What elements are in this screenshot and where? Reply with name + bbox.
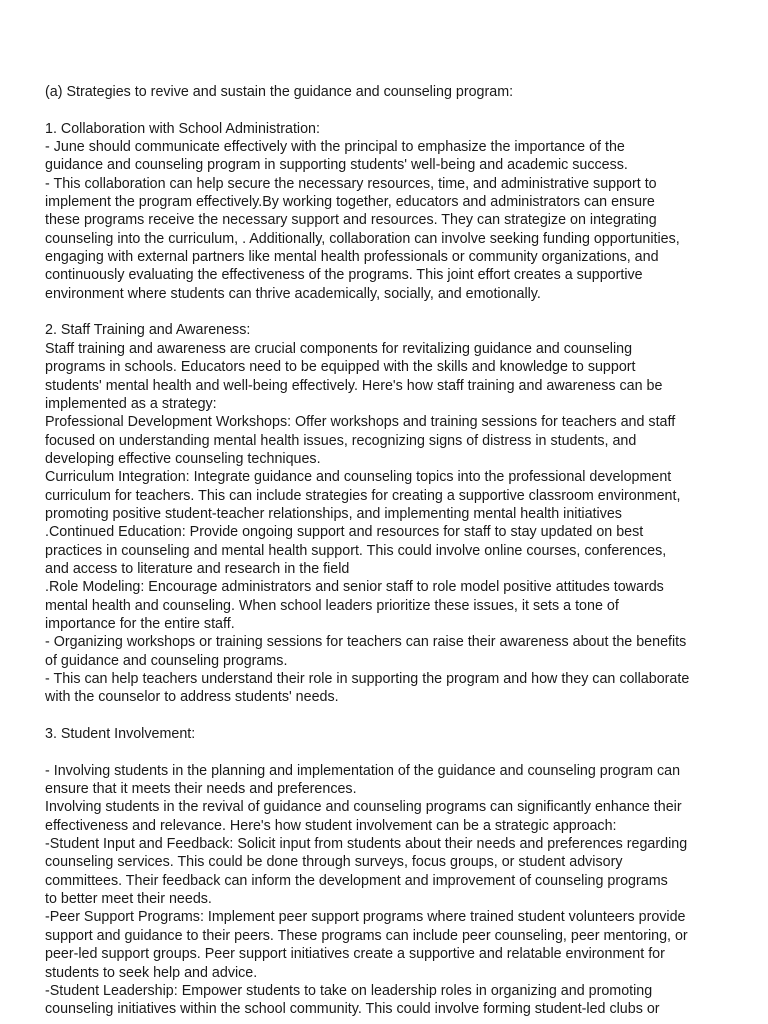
text-line: -Student Input and Feedback: Solicit input from students about their needs and preferences regarding xyxy=(45,836,688,853)
text-line: engaging with external partners like mental health professionals or community organizations, and xyxy=(45,249,659,266)
text-line: - This can help teachers understand their role in supporting the program and how they can collaborate xyxy=(45,671,690,687)
text-line: and access to literature and research in the field xyxy=(45,560,350,577)
text-line: practices in counseling and mental health support. This could involve online courses, conferences, xyxy=(45,542,667,559)
text-line: .Continued Education: Provide ongoing support and resources for staff to stay updated on best xyxy=(45,524,644,541)
text-line: 1. Collaboration with School Administration: xyxy=(45,120,320,137)
text-line: .Role Modeling: Encourage administrators and senior staff to role model positive attitudes towards xyxy=(45,579,664,596)
text-line: - This collaboration can help secure the necessary resources, time, and administrative support to xyxy=(45,175,657,192)
text-line: focused on understanding mental health issues, recognizing signs of distress in students, and xyxy=(45,432,637,449)
text-line: counseling services. This could be done through surveys, focus groups, or student advisory xyxy=(45,854,623,871)
text-line: Curriculum Integration: Integrate guidance and counseling topics into the professional development xyxy=(45,469,672,486)
text-line: with the counselor to address students' needs. xyxy=(45,689,339,706)
text-line: curriculum for teachers. This can include strategies for creating a supportive classroom environment, xyxy=(45,487,681,504)
text-line: guidance and counseling program in supporting students' well-being and academic success. xyxy=(45,157,628,174)
blank-line xyxy=(45,707,735,725)
text-line: implemented as a strategy: xyxy=(45,395,217,412)
text-line: - Involving students in the planning and implementation of the guidance and counseling program can xyxy=(45,762,681,779)
text-line: committees. Their feedback can inform the development and improvement of counseling programs xyxy=(45,872,668,889)
text-line: peer-led support groups. Peer support initiatives create a supportive and relatable environment for xyxy=(45,946,665,963)
text-line: counseling into the curriculum, . Additionally, collaboration can involve seeking funding opportunities, xyxy=(45,230,680,247)
text-line: counseling initiatives within the school community. This could involve forming student-led clubs or xyxy=(45,1001,660,1018)
text-line: 2. Staff Training and Awareness: xyxy=(45,322,251,339)
text-line: of guidance and counseling programs. xyxy=(45,652,288,669)
text-line: Staff training and awareness are crucial components for revitalizing guidance and counseling xyxy=(45,340,633,357)
text-line: continuously evaluating the effectiveness of the programs. This joint effort creates a supportive xyxy=(45,267,643,284)
blank-line xyxy=(45,101,735,119)
text-line: (a) Strategies to revive and sustain the guidance and counseling program: xyxy=(45,84,514,100)
text-line: to better meet their needs. xyxy=(45,891,212,908)
text-line: - Organizing workshops or training sessions for teachers can raise their awareness about the benefits xyxy=(45,634,687,651)
text-line: support and guidance to their peers. These programs can include peer counseling, peer mentoring, or xyxy=(45,927,688,944)
blank-line xyxy=(45,743,735,761)
text-line: environment where students can thrive academically, socially, and emotionally. xyxy=(45,285,541,302)
text-line: students to seek help and advice. xyxy=(45,964,258,981)
text-line: ensure that it meets their needs and preferences. xyxy=(45,781,357,798)
text-line: - June should communicate effectively with the principal to emphasize the importance of the xyxy=(45,139,625,156)
text-line: programs in schools. Educators need to be equipped with the skills and knowledge to support xyxy=(45,359,636,376)
text-line: -Student Leadership: Empower students to take on leadership roles in organizing and promoting xyxy=(45,982,653,999)
text-line: promoting positive student-teacher relationships, and implementing mental health initiatives xyxy=(45,505,622,522)
text-line: Involving students in the revival of guidance and counseling programs can significantly enhance their xyxy=(45,799,682,816)
text-line: mental health and counseling. When school leaders prioritize these issues, it sets a tone of xyxy=(45,597,619,614)
text-line: importance for the entire staff. xyxy=(45,615,235,632)
text-line: effectiveness and relevance. Here's how student involvement can be a strategic approach: xyxy=(45,817,617,834)
text-line: students' mental health and well-being effectively. Here's how staff training and awareness can be xyxy=(45,377,663,394)
text-line: these programs receive the necessary support and resources. They can strategize on integrating xyxy=(45,212,657,229)
text-line: implement the program effectively.By working together, educators and administrators can ensure xyxy=(45,194,655,211)
text-line: developing effective counseling techniques. xyxy=(45,450,321,467)
text-line: -Peer Support Programs: Implement peer support programs where trained student volunteers provide xyxy=(45,909,686,926)
document-body xyxy=(45,83,735,1019)
blank-line xyxy=(45,303,735,321)
text-line: 3. Student Involvement: xyxy=(45,726,196,743)
text-line: Professional Development Workshops: Offer workshops and training sessions for teachers and staff xyxy=(45,414,676,431)
